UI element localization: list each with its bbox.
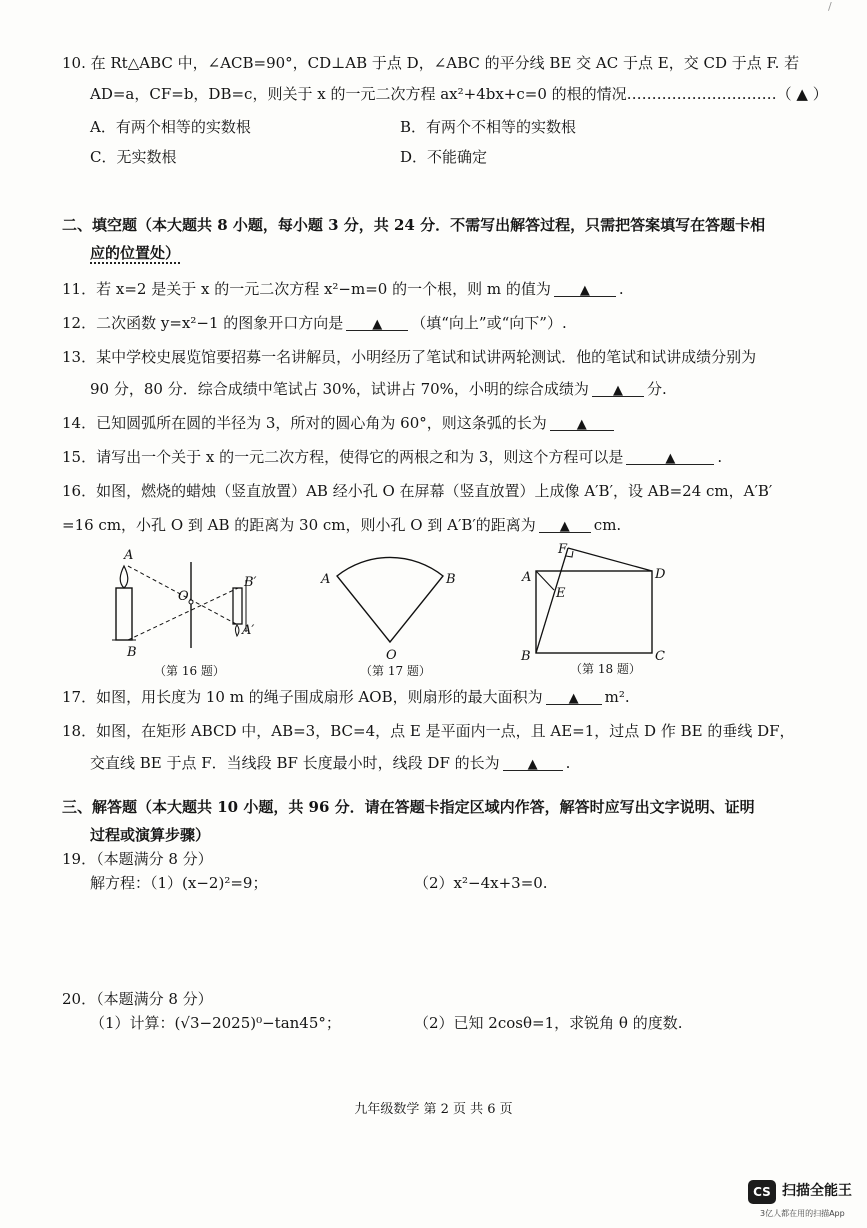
fig18-label-c: C — [655, 649, 665, 664]
camscanner-logo: CS — [748, 1180, 776, 1204]
q18-line2 — [90, 752, 570, 774]
q17-blank-marker: ▲ — [568, 691, 579, 706]
camscanner-slogan: 3亿人都在用的扫描App — [760, 1209, 845, 1218]
q10-option-c: C．无实数根 — [90, 148, 177, 166]
q20-part1: （1）计算：(√3−2025)⁰−tan45°； — [90, 1014, 341, 1032]
q17-text: 17．如图，用长度为 10 m 的绳子围成扇形 AOB，则扇形的最大面积为 — [62, 688, 543, 706]
q17-tail: m². — [604, 688, 630, 706]
q14-text: 14．已知圆弧所在圆的半径为 3，所对的圆心角为 60°，则这条弧的长为 — [62, 414, 547, 432]
q16-text: =16 cm，小孔 O 到 AB 的距离为 30 cm，则小孔 O 到 A′B′的距离为 — [62, 516, 536, 534]
fig17-label-a: A — [321, 572, 331, 587]
q16-tail: cm. — [593, 516, 622, 534]
q10-option-b: B．有两个不相等的实数根 — [400, 118, 577, 136]
fig16-label-b: B — [127, 645, 137, 660]
q20-title: 20．（本题满分 8 分） — [62, 990, 213, 1008]
q19-part1: 解方程：（1）(x−2)²=9； — [90, 874, 268, 892]
q16-blank-marker: ▲ — [559, 519, 570, 534]
q18-blank-marker: ▲ — [527, 757, 538, 772]
fig17-label-o: O — [386, 648, 397, 663]
q16-line1: 16．如图，燃烧的蜡烛（竖直放置）AB 经小孔 O 在屏幕（竖直放置）上成像 A′B′，设 AB=24 cm，A′B′ — [62, 482, 773, 500]
q11-blank-marker: ▲ — [579, 283, 590, 298]
q10-line2: AD=a，CF=b，DB=c，则关于 x 的一元二次方程 ax²+4bx+c=0 的根的情况…………………………（ ▲ ） — [90, 85, 828, 103]
fig16-label-a-prime: A′ — [242, 623, 255, 638]
corner-mark: / — [828, 0, 832, 13]
q11-tail: . — [618, 280, 624, 298]
q19-title: 19．（本题满分 8 分） — [62, 850, 213, 868]
q13-tail: 分. — [646, 380, 667, 398]
rectangle-abcd — [536, 571, 652, 653]
section2-heading-line1: 二、填空题（本大题共 8 小题，每小题 3 分，共 24 分．不需写出解答过程，只需把答案填写在答题卡相 — [62, 216, 766, 234]
figure-17-caption: （第 17 题） — [360, 664, 431, 678]
section3-heading-line1: 三、解答题（本大题共 10 小题，共 96 分．请在答题卡指定区域内作答，解答时应写出文字说明、证明 — [62, 798, 755, 816]
candle-body — [116, 588, 132, 640]
screen-image-flame — [235, 625, 238, 636]
q13-line1: 13．某中学校史展览馆要招募一名讲解员，小明经历了笔试和试讲两轮测试．他的笔试和试讲成绩分别为 — [62, 348, 757, 366]
q12-text: 12．二次函数 y=x²−1 的图象开口方向是 — [62, 314, 344, 332]
q13-blank-marker: ▲ — [612, 383, 623, 398]
section3-heading-line2: 过程或演算步骤） — [90, 826, 211, 844]
q19-part2: （2）x²−4x+3=0. — [414, 874, 548, 892]
q17 — [62, 686, 630, 708]
candle-flame — [120, 566, 128, 588]
line-df — [568, 548, 652, 571]
q12-blank-marker: ▲ — [372, 317, 383, 332]
q10-option-a: A．有两个相等的实数根 — [90, 118, 251, 136]
fig18-label-f: F — [558, 542, 568, 557]
q15-text: 15．请写出一个关于 x 的一元二次方程，使得它的两根之和为 3，则这个方程可以是 — [62, 448, 624, 466]
figure-16-caption: （第 16 题） — [154, 664, 225, 678]
fig18-label-a: A — [522, 570, 532, 585]
figure-18-caption: （第 18 题） — [570, 662, 641, 676]
q17-answer-blank — [546, 686, 602, 705]
fig17-label-b: B — [446, 572, 456, 587]
section2-heading-emphasis: 应的位置处） — [90, 244, 181, 262]
q11-text: 11．若 x=2 是关于 x 的一元二次方程 x²−m=0 的一个根，则 m 的值为 — [62, 280, 551, 298]
q18-text: 交直线 BE 于点 F．当线段 BF 长度最小时，线段 DF 的长为 — [90, 754, 500, 772]
q18-tail: . — [565, 754, 571, 772]
fig18-label-d: D — [655, 567, 666, 582]
q10-line1: 10. 在 Rt△ABC 中，∠ACB=90°，CD⊥AB 于点 D，∠ABC 的平分线 BE 交 AC 于点 E，交 CD 于点 F. 若 — [62, 54, 800, 72]
q18-answer-blank — [503, 752, 563, 771]
line-ae — [536, 571, 554, 590]
fig18-label-b: B — [521, 649, 531, 664]
q15-blank-marker: ▲ — [665, 451, 676, 466]
q13-text: 90 分，80 分．综合成绩中笔试占 30%，试讲占 70%，小明的综合成绩为 — [90, 380, 589, 398]
fig16-label-o: O — [178, 589, 189, 604]
q18-line1: 18．如图，在矩形 ABCD 中，AB=3，BC=4，点 E 是平面内一点，且 AE=1，过点 D 作 BE 的垂线 DF， — [62, 722, 795, 740]
page-footer: 九年级数学 第 2 页 共 6 页 — [354, 1102, 513, 1117]
fig18-label-e: E — [556, 586, 566, 601]
pinhole — [189, 600, 193, 604]
q20-part2: （2）已知 2cosθ=1，求锐角 θ 的度数. — [414, 1014, 683, 1032]
fig16-label-b-prime: B′ — [244, 575, 257, 590]
q12-tail: （填“向上”或“向下”）. — [411, 314, 567, 332]
q15-tail: . — [717, 448, 723, 466]
camscanner-brand: 扫描全能王 — [782, 1183, 852, 1199]
q14-blank-marker: ▲ — [576, 417, 587, 432]
q10-option-d: D．不能确定 — [400, 148, 488, 166]
sector-aob — [337, 557, 443, 642]
fig16-label-a: A — [124, 548, 134, 563]
screen-image — [233, 588, 242, 624]
